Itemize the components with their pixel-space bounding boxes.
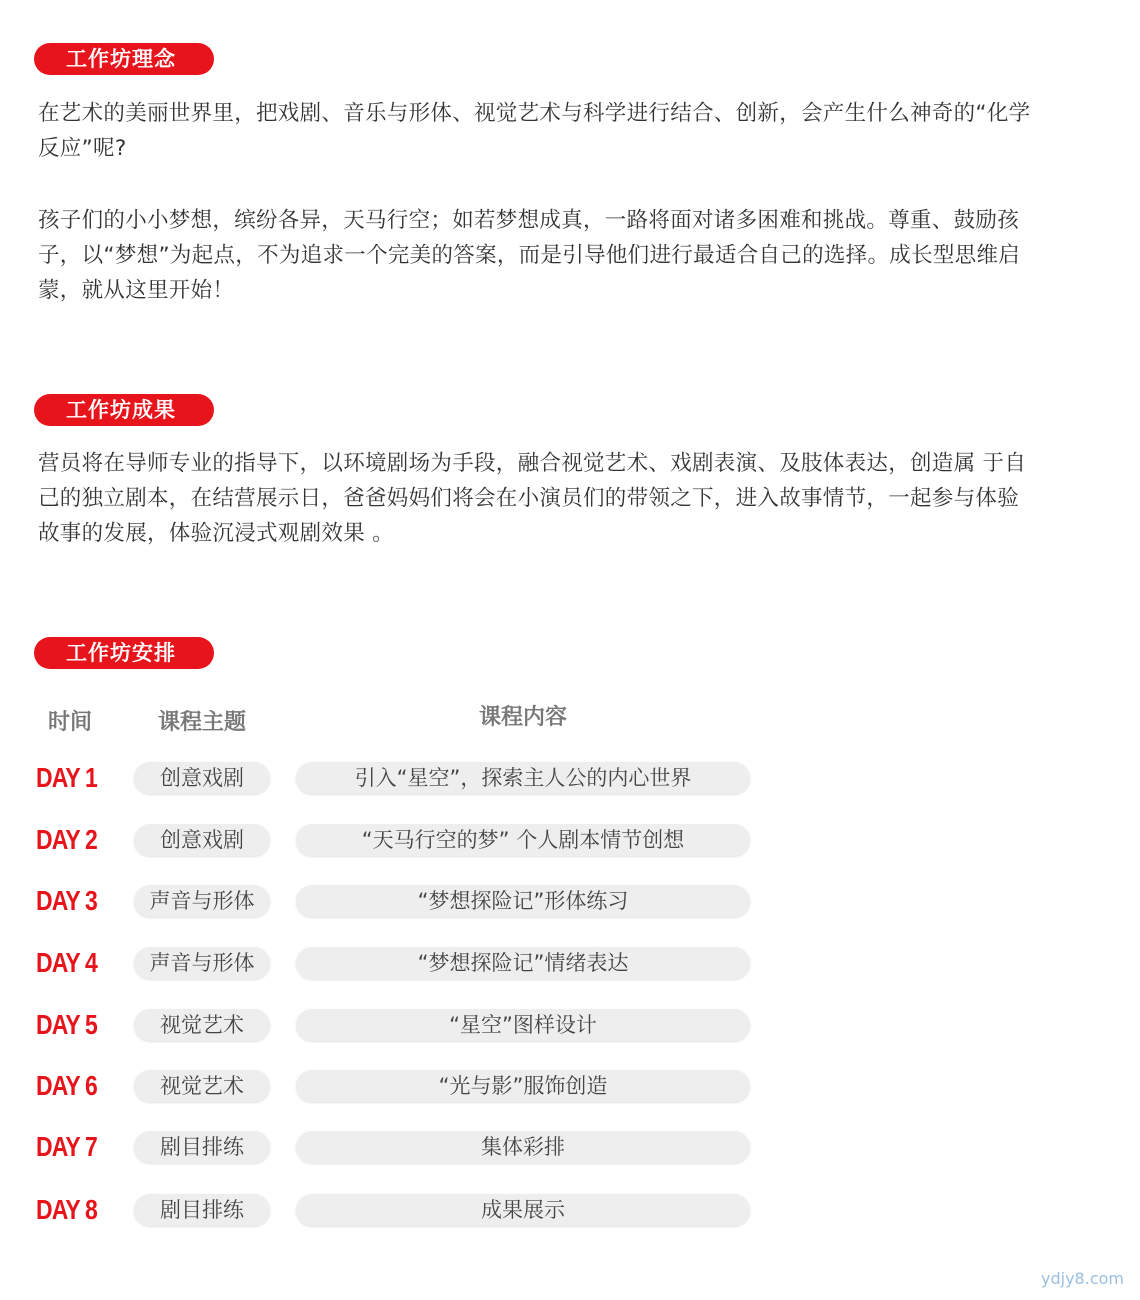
column-header-time: 时间 <box>47 710 92 735</box>
content-pill: “梦想探险记”形体练习 <box>296 885 750 917</box>
section-title-results: 工作坊成果 <box>34 394 214 426</box>
section-title-philosophy: 工作坊理念 <box>34 43 214 75</box>
day-label: DAY 4 <box>36 947 98 978</box>
philosophy-paragraph-1: 在艺术的美丽世界里，把戏剧、音乐与形体、视觉艺术与科学进行结合、创新，会产生什么神奇的“化学反应”呢? <box>38 101 1031 161</box>
topic-pill: 剧目排练 <box>134 1131 270 1163</box>
day-label: DAY 3 <box>36 885 98 916</box>
schedule-row-day-5 <box>0 1007 1140 1043</box>
content-pill: “梦想探险记”情绪表达 <box>296 947 750 979</box>
content-pill: 引入“星空”，探索主人公的内心世界 <box>296 762 750 794</box>
content-pill: 成果展示 <box>296 1194 750 1226</box>
content-pill: “光与影”服饰创造 <box>296 1070 750 1102</box>
schedule-row-day-3 <box>0 883 1140 919</box>
content-pill: 集体彩排 <box>296 1131 750 1163</box>
philosophy-paragraph-2: 孩子们的小小梦想，缤纷各异，天马行空；如若梦想成真，一路将面对诸多困难和挑战。尊重、鼓励孩子，以“梦想”为起点，不为追求一个完美的答案，而是引导他们进行最适合自己的选择。成长型思维启蒙，就从这里开始！ <box>38 208 1021 303</box>
topic-pill: 视觉艺术 <box>134 1009 270 1041</box>
topic-pill: 声音与形体 <box>134 885 270 917</box>
column-header-topic: 课程主题 <box>157 710 246 735</box>
topic-pill: 创意戏剧 <box>134 824 270 856</box>
day-label: DAY 1 <box>36 762 98 793</box>
schedule-row-day-1 <box>0 760 1140 796</box>
day-label: DAY 5 <box>36 1009 98 1040</box>
schedule-row-day-6 <box>0 1068 1140 1104</box>
topic-pill: 创意戏剧 <box>134 762 270 794</box>
results-paragraph: 营员将在导师专业的指导下，以环境剧场为手段，融合视觉艺术、戏剧表演、及肢体表达，创造属 于自己的独立剧本，在结营展示日，爸爸妈妈们将会在小演员们的带领之下，进入故事情节，一起参与体验故事的发展，体验沉浸式观剧效果 。 <box>38 451 1027 546</box>
schedule-row-day-7 <box>0 1129 1140 1165</box>
topic-pill: 剧目排练 <box>134 1194 270 1226</box>
watermark: ydjy8.com <box>1041 1269 1124 1288</box>
day-label: DAY 8 <box>36 1194 98 1225</box>
schedule-row-day-8 <box>0 1192 1140 1228</box>
day-label: DAY 2 <box>36 824 98 855</box>
day-label: DAY 6 <box>36 1070 98 1101</box>
schedule-row-day-2 <box>0 822 1140 858</box>
topic-pill: 声音与形体 <box>134 947 270 979</box>
section-title-schedule: 工作坊安排 <box>34 637 214 669</box>
schedule-row-day-4 <box>0 945 1140 981</box>
topic-pill: 视觉艺术 <box>134 1070 270 1102</box>
day-label: DAY 7 <box>36 1131 98 1162</box>
content-pill: “星空”图样设计 <box>296 1009 750 1041</box>
column-header-content: 课程内容 <box>478 705 567 730</box>
content-pill: “天马行空的梦” 个人剧本情节创想 <box>296 824 750 856</box>
